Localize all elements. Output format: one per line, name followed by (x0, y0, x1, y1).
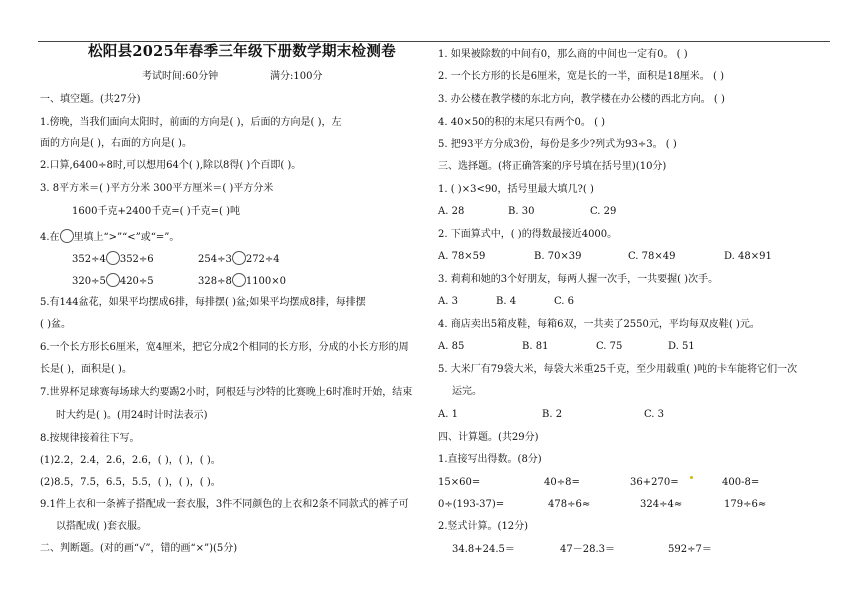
choice-4-option-a: A. 85 (438, 341, 465, 352)
choice-2-option-b: B. 70×39 (534, 251, 582, 262)
compare-circle-icon[interactable] (232, 251, 246, 265)
question-2: 2.口算,6400÷8时,可以想用64个( ),除以8得( )个百即( )。 (40, 160, 302, 171)
exam-score: 满分:100分 (270, 71, 323, 82)
calc-item: 478÷6≈ (548, 499, 591, 510)
choice-3: 3. 莉莉和她的3个好朋友，每两人握一次手，一共要握( )次手。 (438, 274, 719, 285)
calc-item: 0÷(193-37)= (438, 499, 505, 510)
compare-right-3: 420÷5 (119, 276, 154, 287)
question-7-line-1: 7.世界杯足球赛每场球大约要踢2小时，阿根廷与沙特的比赛晚上6时准时开始，结束 (40, 387, 413, 398)
top-rule (38, 41, 830, 42)
choice-2: 2. 下面算式中，( )的得数最接近4000。 (438, 229, 618, 240)
question-4-suffix: 里填上“>”“<”或“=”。 (73, 232, 180, 243)
compare-circle-icon[interactable] (106, 251, 120, 265)
question-1-line-2: 面的方向是( )，右面的方向是( )。 (40, 138, 192, 149)
compare-circle-icon[interactable] (232, 273, 246, 287)
compare-right-4: 1100×0 (245, 276, 287, 287)
calc-part-2-title: 2.竖式计算。(12分) (438, 521, 529, 532)
calc-item: 40÷8= (544, 477, 580, 488)
choice-2-option-d: D. 48×91 (724, 251, 772, 262)
judgment-5: 5. 把93平方分成3份，每份是多少?列式为93÷3。 ( ) (438, 139, 677, 150)
question-9-line-2: 以搭配成( )套衣服。 (56, 521, 147, 532)
calc-part-1-title: 1.直接写出得数。(8分) (438, 454, 542, 465)
choice-3-option-c: C. 6 (554, 296, 575, 307)
section-fill-in: 一、填空题。(共27分) (40, 94, 141, 105)
compare-left-4: 328÷8 (198, 276, 232, 287)
calc-item: 179÷6≈ (724, 499, 767, 510)
choice-5-option-b: B. 2 (542, 409, 563, 420)
choice-2-option-c: C. 78×49 (628, 251, 676, 262)
judgment-2: 2. 一个长方形的长是6厘米，宽是长的一半，面积是18厘米。 ( ) (438, 71, 724, 82)
question-4-prefix: 4.在 (40, 232, 60, 243)
choice-1-option-a: A. 28 (438, 206, 465, 217)
choice-4-option-d: D. 51 (668, 341, 695, 352)
question-4 (40, 229, 179, 245)
section-choice: 三、选择题。(将正确答案的序号填在括号里)(10分) (438, 161, 667, 172)
compare-right-1: 352÷6 (119, 254, 154, 265)
yellow-dot-mark (690, 476, 693, 479)
question-9-line-1: 9.1件上衣和一条裤子搭配成一套衣服，3件不同颜色的上衣和2条不同款式的裤子可 (40, 499, 409, 510)
question-6-line-2: 长是( )，面积是( )。 (40, 364, 132, 375)
choice-4-option-c: C. 75 (596, 341, 623, 352)
question-7-line-2: 时大约是( )。(用24时计时法表示) (56, 410, 208, 421)
choice-5-option-c: C. 3 (644, 409, 665, 420)
choice-1-option-b: B. 30 (508, 206, 535, 217)
choice-5-line-2: 运完。 (452, 386, 482, 397)
section-judgment: 二、判断题。(对的画“√”，错的画“×”)(5分) (40, 543, 238, 554)
compare-right-2: 272÷4 (245, 254, 280, 265)
choice-4: 4. 商店卖出5箱皮鞋，每箱6双，一共卖了2550元，平均每双皮鞋( )元。 (438, 319, 760, 330)
compare-circle-icon[interactable] (106, 273, 120, 287)
calc-item: 324÷4≈ (640, 499, 683, 510)
calc-item: 36+270= (630, 477, 679, 488)
question-1-line-1: 1.傍晚，当我们面向太阳时，前面的方向是( )，后面的方向是( )，左 (40, 117, 342, 128)
compare-left-1: 352÷4 (72, 254, 106, 265)
calc-item: 400-8= (722, 477, 760, 488)
question-5-line-1: 5.有144盆花，如果平均摆成6排，每排摆( )盆;如果平均摆成8排，每排摆 (40, 297, 366, 308)
choice-3-option-b: B. 4 (496, 296, 517, 307)
question-5-line-2: ( )盆。 (40, 319, 71, 330)
choice-1-option-c: C. 29 (590, 206, 617, 217)
choice-4-option-b: B. 81 (522, 341, 549, 352)
exam-title: 松阳县2025年春季三年级下册数学期末检测卷 (88, 43, 396, 60)
compare-pair-4 (198, 273, 286, 287)
vertical-calc-3: 592÷7＝ (668, 544, 712, 555)
question-3-line-1: 3. 8平方米＝( )平方分米 300平方厘米＝( )平方分米 (40, 183, 274, 194)
judgment-3: 3. 办公楼在教学楼的东北方向，教学楼在办公楼的西北方向。 ( ) (438, 94, 725, 105)
compare-circle-icon (60, 229, 74, 243)
vertical-calc-1: 34.8+24.5＝ (452, 544, 515, 555)
choice-2-option-a: A. 78×59 (438, 251, 486, 262)
vertical-calc-2: 47－28.3＝ (560, 544, 615, 555)
judgment-4: 4. 40×50的积的末尾只有两个0。 ( ) (438, 117, 606, 128)
calc-item: 15×60= (438, 477, 481, 488)
question-8-sequence-1: (1)2.2，2.4，2.6，2.6，( )，( )，( )。 (40, 455, 221, 466)
judgment-1: 1. 如果被除数的中间有0，那么商的中间也一定有0。 ( ) (438, 49, 688, 60)
compare-left-2: 254÷3 (198, 254, 232, 265)
question-8: 8.按规律接着往下写。 (40, 433, 140, 444)
choice-3-option-a: A. 3 (438, 296, 458, 307)
choice-5-line-1: 5. 大米厂有79袋大米，每袋大米重25千克，至少用载重( )吨的卡车能将它们一次 (438, 364, 798, 375)
compare-pair-3 (72, 273, 154, 287)
choice-1: 1. ( )×3<90，括号里最大填几?( ) (438, 184, 594, 195)
compare-pair-1 (72, 251, 154, 265)
exam-time: 考试时间:60分钟 (142, 71, 219, 82)
question-6-line-1: 6.一个长方形长6厘米，宽4厘米，把它分成2个相同的长方形，分成的小长方形的周 (40, 342, 409, 353)
section-calculation: 四、计算题。(共29分) (438, 432, 539, 443)
question-3-line-2: 1600千克+2400千克=( )千克=( )吨 (72, 206, 240, 217)
compare-pair-2 (198, 251, 280, 265)
question-8-sequence-2: (2)8.5，7.5，6.5，5.5，( )，( )，( )。 (40, 477, 221, 488)
compare-left-3: 320÷5 (72, 276, 106, 287)
choice-5-option-a: A. 1 (438, 409, 458, 420)
